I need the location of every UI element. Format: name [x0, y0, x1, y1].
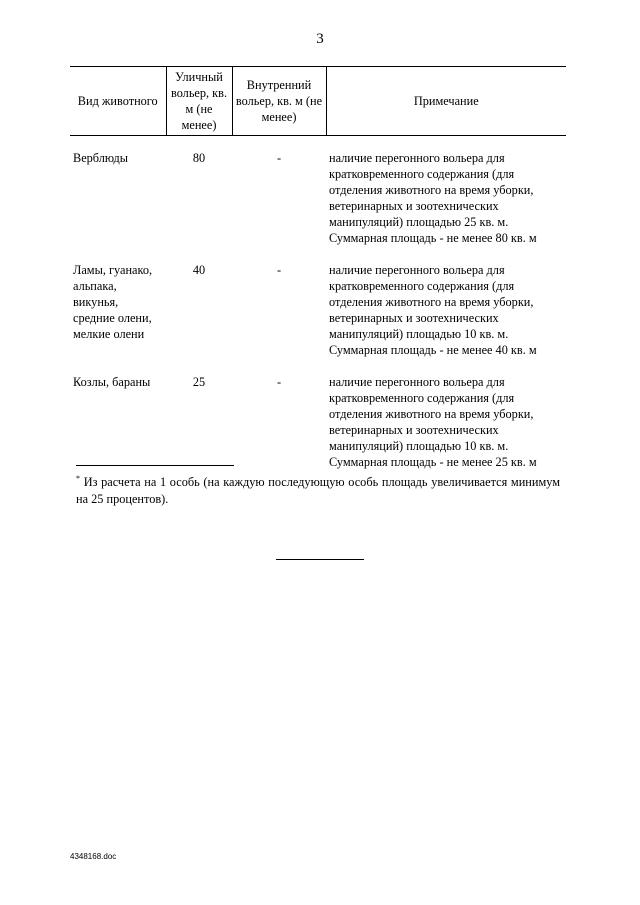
table-row	[70, 136, 566, 263]
end-divider	[276, 559, 364, 560]
cell-animal: Ламы, гуанако, альпака, викунья, средние олени, мелкие олени	[73, 263, 153, 341]
cell-animal: Козлы, бараны	[73, 375, 151, 389]
footnote-marker: *	[76, 473, 80, 483]
cell-indoor: -	[276, 263, 282, 277]
cell-indoor: -	[276, 375, 282, 389]
header-indoor-enclosure: Внутренний вольер, кв. м (не менее)	[232, 67, 326, 136]
cell-outdoor: 40	[192, 263, 206, 277]
cell-animal: Верблюды	[73, 151, 128, 165]
footnote-text: Из расчета на 1 особь (на каждую последующую особь площадь увеличивается минимум на 25 процентов).	[76, 475, 560, 506]
cell-note: наличие перегонного вольера для кратковременного содержания (для отделения животного на время уборки, ветеринарных и зоотехнических манипуляций) площадью 10 кв. м. Суммарная площадь - не менее 40 кв. м	[329, 263, 537, 357]
table-header-row	[70, 67, 566, 136]
cell-note: наличие перегонного вольера для кратковременного содержания (для отделения животного на время уборки, ветеринарных и зоотехнических манипуляций) площадью 25 кв. м. Суммарная площадь - не менее 80 кв. м	[329, 151, 537, 245]
footnote-divider	[76, 465, 234, 466]
header-note: Примечание	[326, 67, 566, 136]
footnote	[76, 474, 560, 508]
header-animal: Вид животного	[70, 67, 166, 136]
cell-outdoor: 80	[192, 151, 206, 165]
cell-outdoor: 25	[192, 375, 206, 389]
table-row	[70, 262, 566, 374]
cell-indoor: -	[276, 151, 282, 165]
table-row	[70, 374, 566, 486]
header-outdoor-enclosure: Уличный вольер, кв. м (не менее)	[166, 67, 232, 136]
document-id: 4348168.doc	[70, 852, 117, 861]
enclosure-norms-table	[70, 66, 566, 486]
cell-note: наличие перегонного вольера для кратковременного содержания (для отделения животного на время уборки, ветеринарных и зоотехнических манипуляций) площадью 10 кв. м. Суммарная площадь - не менее 25 кв. м	[329, 375, 537, 469]
page-number: 3	[316, 31, 324, 47]
